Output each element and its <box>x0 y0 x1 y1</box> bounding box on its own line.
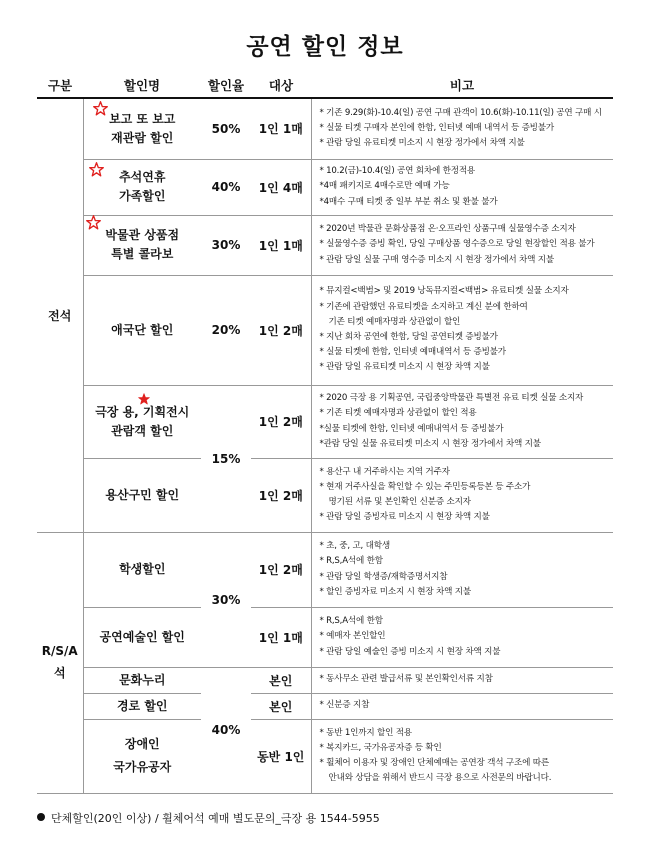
discount-target: 1인 2매 <box>251 532 311 607</box>
header-bigo: 비고 <box>311 72 613 98</box>
header-name: 할인명 <box>83 72 201 98</box>
discount-rate: 30% <box>201 215 251 275</box>
table-row <box>37 607 613 667</box>
note-line: * 관람 당일 유료티켓 미소지 시 현장 차액 지불 <box>319 362 490 373</box>
note-line: * 관람 당일 실물 구매 영수증 미소지 시 현장 정가에서 차액 지불 <box>319 254 554 265</box>
note-line: * 실물영수증 증빙 확인, 당일 구매상품 영수증으로 당일 현장할인 적용 불가 <box>319 239 595 250</box>
footer-text: 단체할인(20인 이상) / 휠체어석 예매 별도문의_극장 용 1544-5955 <box>51 812 380 825</box>
discount-name: 애국단 할인 <box>83 275 201 385</box>
discount-target: 1인 1매 <box>251 98 311 159</box>
discount-notes <box>311 385 613 458</box>
discount-rate: 40% <box>201 667 251 793</box>
page-title: 공연 할인 정보 <box>246 34 404 60</box>
discount-notes <box>311 607 613 667</box>
discount-table <box>37 72 613 794</box>
table-row <box>37 532 613 607</box>
star-icon <box>93 101 108 116</box>
table-row <box>37 275 613 385</box>
note-line: * 관람 당일 증빙자료 미소지 시 현장 차액 지불 <box>319 512 490 523</box>
discount-notes <box>311 215 613 275</box>
discount-notes <box>311 159 613 215</box>
star-icon <box>86 215 101 230</box>
bullet-dot-icon <box>37 813 45 821</box>
discount-notes <box>311 693 613 719</box>
note-line: *4매 패키지로 4매수로만 예매 가능 <box>319 181 450 192</box>
discount-target: 1인 2매 <box>251 275 311 385</box>
note-line: * 현재 거주사실을 확인할 수 있는 주민등록등본 등 주소가 <box>319 481 531 492</box>
category-label: 전석 <box>48 308 72 323</box>
note-line: *실물 티켓에 한함, 인터넷 예매내역서 등 증빙불가 <box>319 423 504 434</box>
discount-target: 동반 1인 <box>251 719 311 793</box>
discount-rate: 30% <box>201 532 251 667</box>
table-row <box>37 693 613 719</box>
note-line: *4매수 구매 티켓 중 일부 부분 취소 및 환불 불가 <box>319 196 498 207</box>
discount-name: 학생할인 <box>83 532 201 607</box>
discount-name: 공연예술인 할인 <box>83 607 201 667</box>
discount-name: 문화누리 <box>83 667 201 693</box>
note-line: * 휠체어 이용자 및 장애인 단체예매는 공연장 객석 구조에 따른 <box>319 758 549 768</box>
discount-name: 용산구민 할인 <box>83 458 201 532</box>
note-line: * 뮤지컬<백범> 및 2019 낭독뮤지컬<백범> 유료티켓 실물 소지자 <box>319 286 569 297</box>
table-row <box>37 215 613 275</box>
category-label: 석 <box>53 666 66 680</box>
note-line: * 관람 당일 유료티켓 미소지 시 현장 정가에서 차액 지불 <box>319 138 525 149</box>
note-line: * 지난 회차 공연에 한함, 당일 공연티켓 증빙불가 <box>319 332 498 342</box>
category-cell <box>37 98 83 532</box>
footer-note <box>37 810 380 826</box>
discount-target: 1인 2매 <box>251 385 311 458</box>
discount-target: 1인 1매 <box>251 607 311 667</box>
note-line: * 10.2(금)-10.4(일) 공연 회차에 한정적용 <box>319 166 476 177</box>
table-row <box>37 159 613 215</box>
discount-target: 1인 2매 <box>251 458 311 532</box>
discount-rate: 15% <box>201 385 251 532</box>
discount-rate: 50% <box>201 98 251 159</box>
discount-name: 박물관 상품점 특별 콜라보 <box>83 215 201 275</box>
note-line: * 실물 티켓 구매자 본인에 한함, 인터넷 예매 내역서 등 증빙불가 <box>319 123 554 134</box>
note-line: * R,S,A석에 한함 <box>319 616 383 627</box>
header-category: 구분 <box>37 72 83 98</box>
discount-name: 극장 용, 기획전시 관람객 할인 <box>83 385 201 458</box>
note-line: * 기존 티켓 예매자명과 상관없이 할인 적용 <box>319 408 477 419</box>
discount-notes <box>311 275 613 385</box>
note-line: * 초, 중, 고, 대학생 <box>319 541 390 552</box>
note-line: * 복지카드, 국가유공자증 등 확인 <box>319 742 442 753</box>
note-line: * 관람 당일 예술인 증빙 미소지 시 현장 차액 지불 <box>319 646 501 657</box>
note-line: * 신분증 지참 <box>319 700 370 711</box>
discount-rate: 20% <box>201 275 251 385</box>
note-line: 명기된 서류 및 본인확인 신분증 소지자 <box>328 497 471 507</box>
discount-name: 장애인 국가유공자 <box>83 719 201 793</box>
star-icon <box>89 162 104 177</box>
note-line: * 용산구 내 거주하시는 지역 거주자 <box>319 466 450 477</box>
discount-name: 추석연휴 가족할인 <box>83 159 201 215</box>
discount-notes <box>311 667 613 693</box>
discount-name: 경로 할인 <box>83 693 201 719</box>
discount-notes <box>311 719 613 793</box>
discount-target: 1인 1매 <box>251 215 311 275</box>
note-line: *관람 당일 실물 유료티켓 미소지 시 현장 정가에서 차액 지불 <box>319 438 541 449</box>
table-row <box>37 667 613 693</box>
category-cell <box>37 532 83 793</box>
discount-name: 보고 또 보고 재관람 할인 <box>83 98 201 159</box>
discount-notes <box>311 532 613 607</box>
header-target: 대상 <box>251 72 311 98</box>
note-line: * 관람 당일 학생증/재학증명서지참 <box>319 571 448 582</box>
note-line: * 기존에 관람했던 유료티켓을 소지하고 계신 분에 한하여 <box>319 301 528 312</box>
discount-notes <box>311 98 613 159</box>
discount-notes <box>311 458 613 532</box>
discount-target: 본인 <box>251 667 311 693</box>
header-rate: 할인율 <box>201 72 251 98</box>
star-icon <box>138 390 150 402</box>
note-line: * 예매자 본인할인 <box>319 631 386 642</box>
table-header-row <box>37 72 613 98</box>
category-label: R/S/A <box>41 644 78 658</box>
table-row <box>37 719 613 793</box>
discount-target: 본인 <box>251 693 311 719</box>
note-line: 기존 티켓 예매자명과 상관없이 할인 <box>328 316 461 327</box>
note-line: * 2020년 박물관 문화상품점 온·오프라인 상품구매 실물영수증 소지자 <box>319 224 576 235</box>
table-row <box>37 458 613 532</box>
note-line: * 실물 티켓에 한함, 인터넷 예매내역서 등 증빙불가 <box>319 347 506 358</box>
note-line: * 기존 9.29(화)-10.4(일) 공연 구매 관객이 10.6(화)-10.11(일) 공연 구매 시 <box>319 107 602 118</box>
note-line: * 동반 1인까지 할인 적용 <box>319 727 412 738</box>
note-line: 안내와 상담을 위해서 반드시 극장 용으로 사전문의 바랍니다. <box>328 773 552 784</box>
table-row <box>37 385 613 458</box>
table-row <box>37 98 613 159</box>
note-line: * 2020 극장 용 기획공연, 국립중앙박물관 특별전 유료 티켓 실물 소지자 <box>319 393 584 404</box>
note-line: * 할인 증빙자료 미소지 시 현장 차액 지불 <box>319 586 471 597</box>
note-line: * R,S,A석에 한함 <box>319 556 383 567</box>
discount-rate: 40% <box>201 159 251 215</box>
discount-target: 1인 4매 <box>251 159 311 215</box>
note-line: * 동사무소 관련 발급서류 및 본인확인서류 지참 <box>319 674 493 685</box>
